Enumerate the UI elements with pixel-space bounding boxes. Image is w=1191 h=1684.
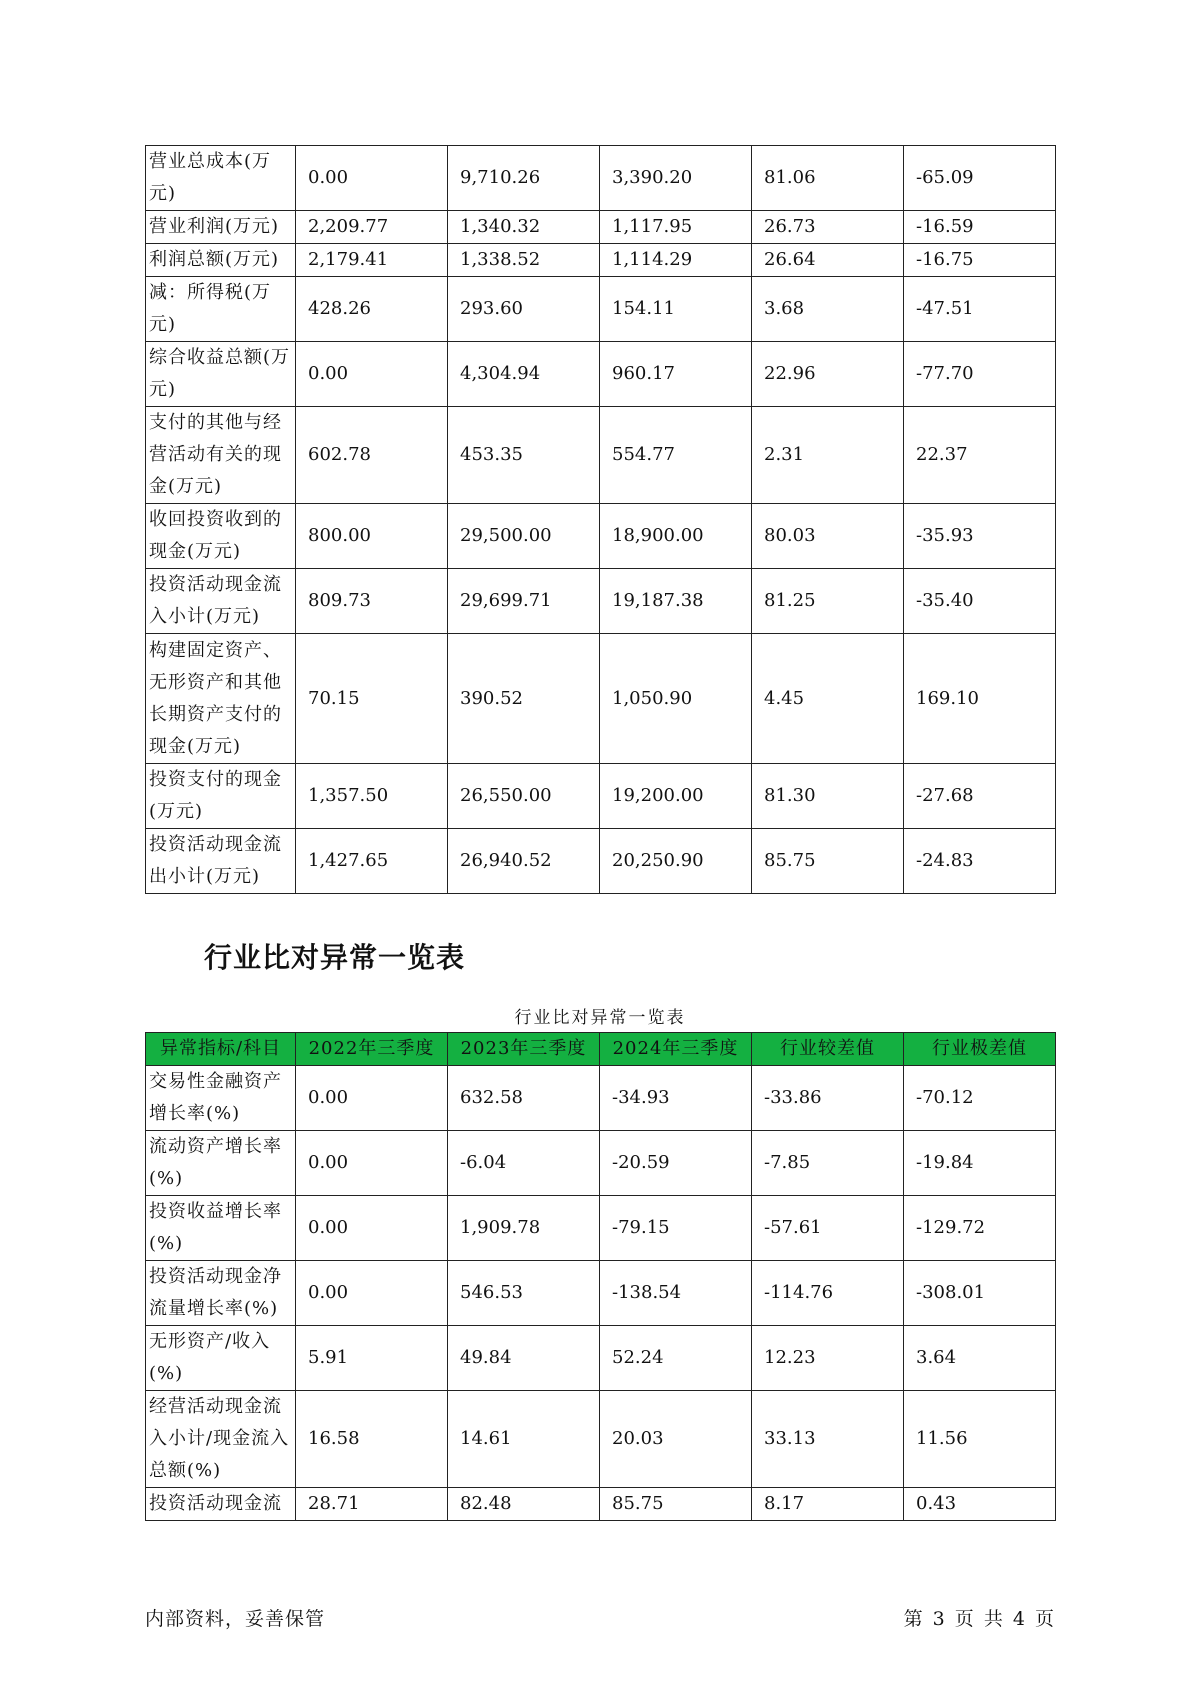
- value-cell: 81.06: [752, 146, 904, 211]
- table-row: [146, 277, 1056, 342]
- value-cell: 22.37: [904, 407, 1056, 504]
- value-cell: -20.59: [600, 1131, 752, 1196]
- row-label: 投资活动现金净流量增长率(%): [146, 1261, 296, 1326]
- value-cell: 0.00: [296, 1066, 448, 1131]
- table-row: [146, 1488, 1056, 1521]
- value-cell: -16.75: [904, 244, 1056, 277]
- row-label: 利润总额(万元): [146, 244, 296, 277]
- table-caption: 行业比对异常一览表: [514, 1008, 686, 1028]
- value-cell: 2,209.77: [296, 211, 448, 244]
- table-row: [146, 1196, 1056, 1261]
- value-cell: 26.64: [752, 244, 904, 277]
- value-cell: 1,340.32: [448, 211, 600, 244]
- value-cell: 632.58: [448, 1066, 600, 1131]
- row-label: 减：所得税(万元): [146, 277, 296, 342]
- row-label: 投资收益增长率(%): [146, 1196, 296, 1261]
- table-row: [146, 1326, 1056, 1391]
- value-cell: 80.03: [752, 504, 904, 569]
- section-heading: 行业比对异常一览表: [204, 941, 466, 974]
- value-cell: 29,500.00: [448, 504, 600, 569]
- value-cell: 85.75: [752, 829, 904, 894]
- value-cell: -47.51: [904, 277, 1056, 342]
- row-label: 交易性金融资产增长率(%): [146, 1066, 296, 1131]
- row-label: 收回投资收到的现金(万元): [146, 504, 296, 569]
- table-row: [146, 211, 1056, 244]
- header-cell: 行业较差值: [752, 1033, 904, 1066]
- value-cell: -6.04: [448, 1131, 600, 1196]
- value-cell: -65.09: [904, 146, 1056, 211]
- value-cell: 26,550.00: [448, 764, 600, 829]
- value-cell: 3.64: [904, 1326, 1056, 1391]
- value-cell: 26,940.52: [448, 829, 600, 894]
- value-cell: 546.53: [448, 1261, 600, 1326]
- value-cell: 22.96: [752, 342, 904, 407]
- value-cell: 0.43: [904, 1488, 1056, 1521]
- value-cell: 2,179.41: [296, 244, 448, 277]
- row-label: 无形资产/收入(%): [146, 1326, 296, 1391]
- value-cell: 800.00: [296, 504, 448, 569]
- value-cell: -129.72: [904, 1196, 1056, 1261]
- value-cell: 0.00: [296, 1196, 448, 1261]
- table-row: [146, 342, 1056, 407]
- value-cell: 20.03: [600, 1391, 752, 1488]
- value-cell: 428.26: [296, 277, 448, 342]
- row-label: 支付的其他与经营活动有关的现金(万元): [146, 407, 296, 504]
- value-cell: 1,909.78: [448, 1196, 600, 1261]
- value-cell: 19,200.00: [600, 764, 752, 829]
- header-cell: 2024年三季度: [600, 1033, 752, 1066]
- value-cell: 1,427.65: [296, 829, 448, 894]
- row-label: 构建固定资产、无形资产和其他长期资产支付的现金(万元): [146, 634, 296, 764]
- value-cell: 29,699.71: [448, 569, 600, 634]
- value-cell: 70.15: [296, 634, 448, 764]
- value-cell: 18,900.00: [600, 504, 752, 569]
- table-row: [146, 1066, 1056, 1131]
- industry-anomaly-table: [145, 1032, 1056, 1521]
- value-cell: 81.30: [752, 764, 904, 829]
- value-cell: 2.31: [752, 407, 904, 504]
- row-label: 流动资产增长率(%): [146, 1131, 296, 1196]
- value-cell: -16.59: [904, 211, 1056, 244]
- value-cell: 960.17: [600, 342, 752, 407]
- header-cell: 异常指标/科目: [146, 1033, 296, 1066]
- value-cell: -308.01: [904, 1261, 1056, 1326]
- value-cell: 81.25: [752, 569, 904, 634]
- table-row: [146, 569, 1056, 634]
- table-row: [146, 1131, 1056, 1196]
- value-cell: -7.85: [752, 1131, 904, 1196]
- table-row: [146, 764, 1056, 829]
- value-cell: -27.68: [904, 764, 1056, 829]
- value-cell: 4.45: [752, 634, 904, 764]
- row-label: 投资活动现金流: [146, 1488, 296, 1521]
- table-row: [146, 1391, 1056, 1488]
- row-label: 投资活动现金流入小计(万元): [146, 569, 296, 634]
- value-cell: -70.12: [904, 1066, 1056, 1131]
- value-cell: -77.70: [904, 342, 1056, 407]
- value-cell: -35.93: [904, 504, 1056, 569]
- value-cell: 390.52: [448, 634, 600, 764]
- value-cell: -114.76: [752, 1261, 904, 1326]
- value-cell: 293.60: [448, 277, 600, 342]
- row-label: 综合收益总额(万元): [146, 342, 296, 407]
- value-cell: 0.00: [296, 342, 448, 407]
- value-cell: 4,304.94: [448, 342, 600, 407]
- value-cell: 26.73: [752, 211, 904, 244]
- row-label: 投资支付的现金(万元): [146, 764, 296, 829]
- value-cell: -33.86: [752, 1066, 904, 1131]
- value-cell: 14.61: [448, 1391, 600, 1488]
- value-cell: 809.73: [296, 569, 448, 634]
- row-label: 营业总成本(万元): [146, 146, 296, 211]
- value-cell: 11.56: [904, 1391, 1056, 1488]
- table-row: [146, 146, 1056, 211]
- value-cell: 82.48: [448, 1488, 600, 1521]
- value-cell: 554.77: [600, 407, 752, 504]
- header-cell: 2022年三季度: [296, 1033, 448, 1066]
- value-cell: -24.83: [904, 829, 1056, 894]
- table-row: [146, 634, 1056, 764]
- value-cell: -19.84: [904, 1131, 1056, 1196]
- table-row: [146, 1261, 1056, 1326]
- table-row: [146, 504, 1056, 569]
- table-row: [146, 407, 1056, 504]
- value-cell: 0.00: [296, 1261, 448, 1326]
- row-label: 营业利润(万元): [146, 211, 296, 244]
- table-row: [146, 244, 1056, 277]
- value-cell: 52.24: [600, 1326, 752, 1391]
- value-cell: 0.00: [296, 1131, 448, 1196]
- header-cell: 2023年三季度: [448, 1033, 600, 1066]
- value-cell: -79.15: [600, 1196, 752, 1261]
- footer-page-number: 第 3 页 共 4 页: [903, 1608, 1054, 1630]
- table-row: [146, 829, 1056, 894]
- value-cell: 28.71: [296, 1488, 448, 1521]
- table-header-row: [146, 1033, 1056, 1066]
- value-cell: -35.40: [904, 569, 1056, 634]
- value-cell: 85.75: [600, 1488, 752, 1521]
- value-cell: 1,114.29: [600, 244, 752, 277]
- row-label: 经营活动现金流入小计/现金流入总额(%): [146, 1391, 296, 1488]
- value-cell: 1,338.52: [448, 244, 600, 277]
- value-cell: 9,710.26: [448, 146, 600, 211]
- footer-confidential-note: 内部资料，妥善保管: [145, 1608, 326, 1630]
- value-cell: -34.93: [600, 1066, 752, 1131]
- value-cell: 1,050.90: [600, 634, 752, 764]
- value-cell: 19,187.38: [600, 569, 752, 634]
- value-cell: 20,250.90: [600, 829, 752, 894]
- value-cell: 1,117.95: [600, 211, 752, 244]
- value-cell: 49.84: [448, 1326, 600, 1391]
- value-cell: 453.35: [448, 407, 600, 504]
- value-cell: 1,357.50: [296, 764, 448, 829]
- value-cell: -138.54: [600, 1261, 752, 1326]
- value-cell: 169.10: [904, 634, 1056, 764]
- value-cell: 12.23: [752, 1326, 904, 1391]
- value-cell: -57.61: [752, 1196, 904, 1261]
- value-cell: 154.11: [600, 277, 752, 342]
- value-cell: 3,390.20: [600, 146, 752, 211]
- value-cell: 16.58: [296, 1391, 448, 1488]
- header-cell: 行业极差值: [904, 1033, 1056, 1066]
- value-cell: 33.13: [752, 1391, 904, 1488]
- value-cell: 5.91: [296, 1326, 448, 1391]
- value-cell: 0.00: [296, 146, 448, 211]
- value-cell: 3.68: [752, 277, 904, 342]
- row-label: 投资活动现金流出小计(万元): [146, 829, 296, 894]
- value-cell: 8.17: [752, 1488, 904, 1521]
- value-cell: 602.78: [296, 407, 448, 504]
- financial-metrics-table: [145, 145, 1056, 894]
